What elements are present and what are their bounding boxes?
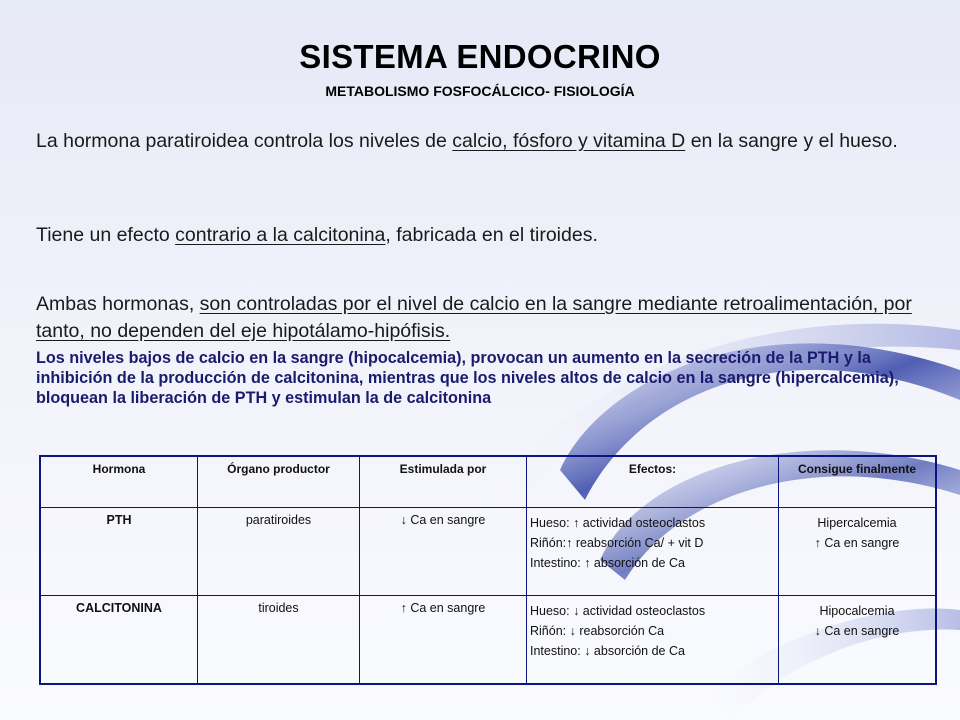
cell-efectos bbox=[527, 595, 779, 684]
paragraph-feedback bbox=[36, 291, 916, 345]
paragraph-text: , fabricada en el tiroides. bbox=[385, 224, 598, 246]
paragraph-text: Ambas hormonas, bbox=[36, 293, 200, 315]
effect-line: Riñón: ↓ reabsorción Ca bbox=[530, 623, 665, 638]
hormone-table bbox=[39, 455, 937, 685]
paragraph-text: Tiene un efecto bbox=[36, 224, 176, 246]
cell-organo: paratiroides bbox=[198, 508, 360, 596]
paragraph-text: en la sangre y el hueso. bbox=[685, 130, 898, 152]
table-header-row bbox=[40, 456, 936, 508]
col-header-consigue: Consigue finalmente bbox=[779, 456, 937, 508]
cell-estimulada: ↓ Ca en sangre bbox=[360, 508, 527, 596]
col-header-estimulada: Estimulada por bbox=[360, 456, 527, 508]
paragraph-calcitonin bbox=[36, 222, 916, 249]
paragraph-text: La hormona paratiroidea controla los niveles de bbox=[36, 130, 453, 152]
result-line: ↓ Ca en sangre bbox=[814, 623, 900, 638]
col-header-hormona: Hormona bbox=[40, 456, 198, 508]
col-header-organo: Órgano productor bbox=[198, 456, 360, 508]
page-subtitle: METABOLISMO FOSFOCÁLCICO- FISIOLOGÍA bbox=[325, 83, 635, 99]
underlined-text: calcio, fósforo y vitamina D bbox=[452, 130, 686, 152]
effect-line: Intestino: ↓ absorción de Ca bbox=[530, 643, 685, 658]
paragraph-pth-controls bbox=[36, 128, 916, 155]
cell-efectos bbox=[527, 508, 779, 596]
cell-hormona: PTH bbox=[40, 508, 198, 596]
result-line: Hipocalcemia bbox=[819, 603, 895, 618]
cell-consigue bbox=[779, 595, 937, 684]
table-row bbox=[40, 595, 936, 684]
result-line: ↑ Ca en sangre bbox=[814, 536, 900, 550]
cell-estimulada: ↑ Ca en sangre bbox=[360, 595, 527, 684]
effect-line: Intestino: ↑ absorción de Ca bbox=[530, 556, 685, 570]
underlined-text: contrario a la calcitonina bbox=[175, 224, 386, 246]
cell-consigue bbox=[779, 508, 937, 596]
effect-line: Riñón:↑ reabsorción Ca/ + vit D bbox=[530, 536, 704, 550]
cell-organo: tiroides bbox=[198, 595, 360, 684]
underlined-text: son controladas por el nivel de calcio en la sangre mediante retroalimentación, por tanto, no dependen del eje hipotálamo-hipófisis. bbox=[36, 293, 912, 342]
bold-explanation: Los niveles bajos de calcio en la sangre (hipocalcemia), provocan un aumento en la secreción de la PTH y la inhibición de la producción de calcitonina, mientras que los niveles altos de calcio en la sangre (hipercalcemia), bloquean la liberación de PTH y estimulan la de calcitonina bbox=[36, 349, 899, 407]
col-header-efectos: Efectos: bbox=[527, 456, 779, 508]
page-title: SISTEMA ENDOCRINO bbox=[299, 38, 661, 75]
result-line: Hipercalcemia bbox=[817, 516, 897, 530]
effect-line: Hueso: ↑ actividad osteoclastos bbox=[530, 516, 706, 530]
effect-line: Hueso: ↓ actividad osteoclastos bbox=[530, 603, 706, 618]
table-row bbox=[40, 508, 936, 596]
cell-hormona: CALCITONINA bbox=[40, 595, 198, 684]
